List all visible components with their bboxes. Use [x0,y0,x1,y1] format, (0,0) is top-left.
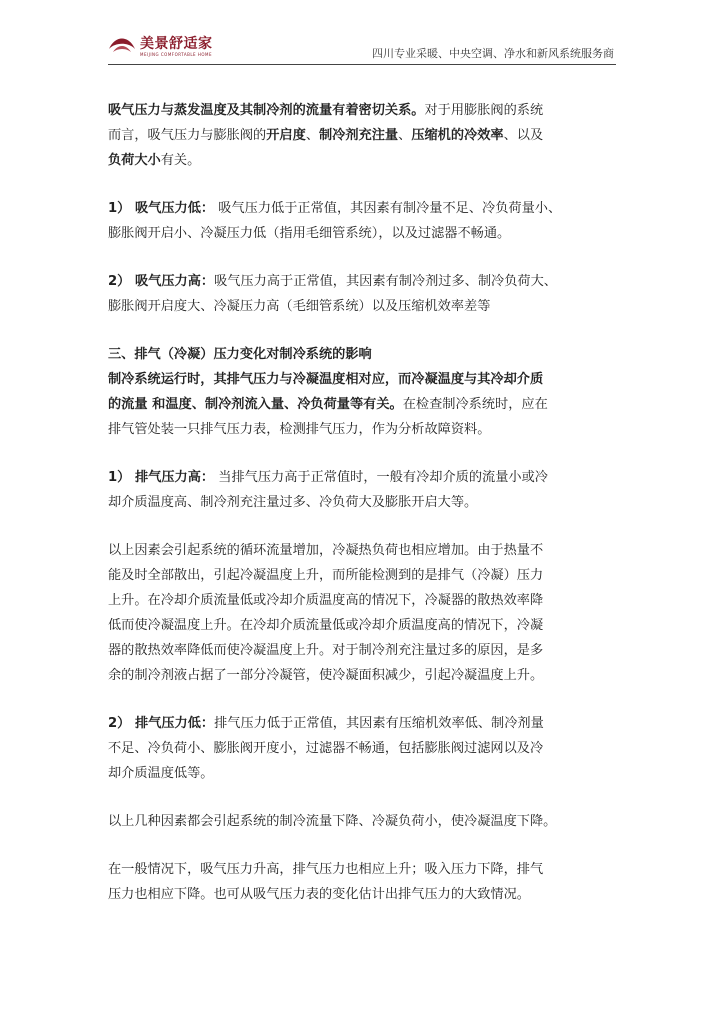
text: 在一般情况下，吸气压力升高，排气压力也相应上升；吸入压力下降，排气 [108,862,544,877]
text: 、 [398,128,412,143]
text: 以上几种因素都会引起系统的制冷流量下降、冷凝负荷小，使冷凝温度下降。 [108,814,557,829]
text: 膨胀阀开启度大、冷凝压力高（毛细管系统）以及压缩机效率差等 [108,299,491,314]
text: 而言，吸气压力与膨胀阀的 [108,128,267,143]
text-line [108,613,628,638]
paragraph [108,196,628,246]
text-line [108,563,628,588]
text-line [108,882,628,907]
document-body [108,98,628,907]
text: 却介质温度低等。 [108,766,214,781]
text-line [108,663,628,688]
bold-text: 的流量 和温度、制冷剂流入量、冷负荷量等有关。 [108,397,403,412]
text: 在检查制冷系统时，应在 [402,397,548,412]
bold-text: 1） 吸气压力低： [108,201,215,216]
paragraph [108,538,628,688]
text-line [108,588,628,613]
paragraph [108,711,628,786]
text: 以上因素会引起系统的循环流量增加，冷凝热负荷也相应增加。由于热量不 [108,543,544,558]
paragraph [108,809,628,834]
text: 排气压力低于正常值，其因素有压缩机效率低、制冷剂量 [214,716,544,731]
text-line [108,269,628,294]
paragraph [108,465,628,515]
text-line [108,465,628,490]
text-line [108,809,628,834]
bold-text: 压缩机的冷效率 [411,128,504,143]
page-header [108,28,616,65]
text: 低而使冷凝温度上升。在冷却介质流量低或冷却介质温度高的情况下，冷凝 [108,618,544,633]
text: 能及时全部散出，引起冷凝温度上升，而所能检测到的是排气（冷凝）压力 [108,568,544,583]
brand-logo-icon [108,32,136,56]
text: 当排气压力高于正常值时，一般有冷却介质的流量小或冷 [214,470,548,485]
text: 膨胀阀开启小、冷凝压力低（指用毛细管系统），以及过滤器不畅通。 [108,226,511,241]
text: 却介质温度高、制冷剂充注量过多、冷负荷大及膨胀开启大等。 [108,495,478,510]
text-line [108,98,628,123]
text: 排气管处装一只排气压力表，检测排气压力，作为分析故障资料。 [108,422,491,437]
text: 压力也相应下降。也可从吸气压力表的变化估计出排气压力的大致情况。 [108,887,530,902]
text-line [108,736,628,761]
bold-text: 1） 排气压力高： [108,470,215,485]
text-line [108,417,628,442]
text-line [108,761,628,786]
bold-text: 开启度 [266,128,306,143]
text-line [108,857,628,882]
bold-text: 吸气压力与蒸发温度及其制冷剂的流量有着密切关系。 [108,103,425,118]
text-line [108,342,628,367]
paragraph [108,269,628,319]
brand-subtitle: MEIJING COMFORTABLE HOME [140,52,212,57]
bold-text: 制冷剂充注量 [319,128,399,143]
bold-text: 2） 吸气压力高： [108,274,215,289]
bold-text: 负荷大小 [108,153,161,168]
bold-text: 三、排气（冷凝）压力变化对制冷系统的影响 [108,347,372,362]
text-line [108,711,628,736]
bold-text: 制冷系统运行时，其排气压力与冷凝温度相对应，而冷凝温度与其冷却介质 [108,372,544,387]
header-tagline: 四川专业采暖、中央空调、净水和新风系统服务商 [372,47,614,60]
text-line [108,221,628,246]
text-line [108,196,628,221]
text: 吸气压力低于正常值，其因素有制冷量不足、冷负荷量小、 [214,201,562,216]
paragraph [108,857,628,907]
bold-text: 2） 排气压力低： [108,716,215,731]
text: 器的散热效率降低而使冷凝温度上升。对于制冷剂充注量过多的原因，是多 [108,643,544,658]
text-line [108,538,628,563]
text: 余的制冷剂液占据了一部分冷凝管，使冷凝面积减少，引起冷凝温度上升。 [108,668,544,683]
paragraph [108,342,628,442]
text: 不足、冷负荷小、膨胀阀开度小，过滤器不畅通，包括膨胀阀过滤网以及冷 [108,741,544,756]
text: 有关。 [160,153,201,168]
text-line [108,638,628,663]
text: 吸气压力高于正常值，其因素有制冷剂过多、制冷负荷大、 [214,274,557,289]
text-line [108,123,628,148]
brand-name: 美景舒适家 [140,36,213,52]
text-line [108,490,628,515]
text: 对于用膨胀阀的系统 [424,103,544,118]
text-line [108,367,628,392]
text-line [108,148,628,173]
text: 、以及 [503,128,544,143]
text-line [108,294,628,319]
text: 上升。在冷却介质流量低或冷却介质温度高的情况下，冷凝器的散热效率降 [108,593,544,608]
text: 、 [305,128,319,143]
paragraph [108,98,628,173]
text-line [108,392,628,417]
